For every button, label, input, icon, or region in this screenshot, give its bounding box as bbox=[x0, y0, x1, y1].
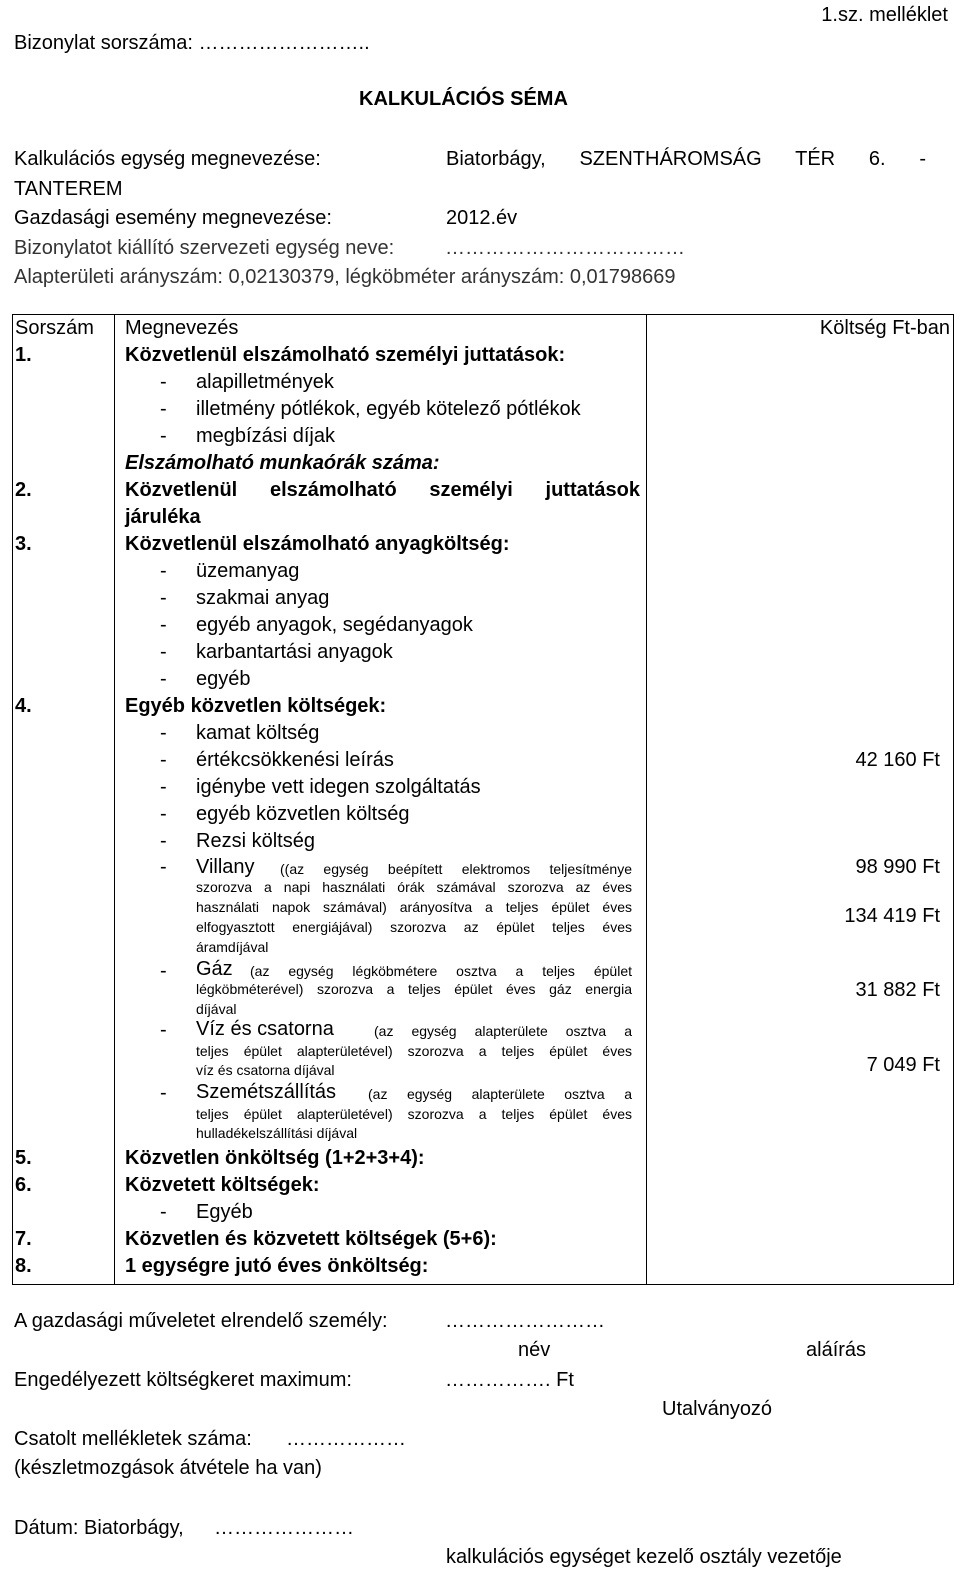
viz-cost: 7 049 Ft bbox=[866, 1054, 940, 1076]
orderer-label: A gazdasági műveletet elrendelő személy: bbox=[14, 1310, 388, 1332]
ratio-text: Alapterületi arányszám: 0,02130379, légköbméter arányszám: 0,01798669 bbox=[14, 266, 676, 288]
list-item: illetmény pótlékok, egyéb kötelező pótlékok bbox=[196, 398, 581, 420]
table-border-top bbox=[12, 314, 954, 315]
villany-cost-1: 98 990 Ft bbox=[855, 856, 940, 878]
event-value: 2012.év bbox=[446, 207, 518, 229]
szemet-line3: hulladékelszállítási díjával bbox=[196, 1125, 358, 1141]
bullet-dash: - bbox=[160, 803, 167, 825]
bullet-dash: - bbox=[160, 1082, 167, 1104]
section-3-title: Közvetlenül elszámolható anyagköltség: bbox=[125, 533, 510, 555]
table-border-left bbox=[12, 314, 13, 1285]
section-4-no: 4. bbox=[15, 695, 32, 717]
gaz-line2: légköbméterével) szorozva a teljes épület éves gáz energia bbox=[196, 981, 632, 997]
list-item: Egyéb bbox=[196, 1201, 253, 1223]
section-1-hours: Elszámolható munkaórák száma: bbox=[125, 452, 440, 474]
bullet-dash: - bbox=[160, 641, 167, 663]
viz-line3: víz és csatorna díjával bbox=[196, 1062, 335, 1078]
issuer-value: ……………………………… bbox=[445, 237, 685, 259]
gaz-head: Gáz bbox=[196, 958, 233, 980]
section-5-no: 5. bbox=[15, 1147, 32, 1169]
page-title: KALKULÁCIÓS SÉMA bbox=[359, 88, 568, 110]
list-item: értékcsökkenési leírás bbox=[196, 749, 394, 771]
date-label: Dátum: Biatorbágy, bbox=[14, 1517, 184, 1539]
unit-label: Kalkulációs egység megnevezése: bbox=[14, 148, 321, 170]
list-item: szakmai anyag bbox=[196, 587, 330, 609]
bullet-dash: - bbox=[160, 1201, 167, 1223]
list-item: üzemanyag bbox=[196, 560, 300, 582]
date-dots: ………………… bbox=[214, 1517, 354, 1539]
list-item: alapilletmények bbox=[196, 371, 334, 393]
attachments-dots: ……………… bbox=[286, 1428, 406, 1450]
name-label: név bbox=[518, 1339, 551, 1361]
bullet-dash: - bbox=[160, 1019, 167, 1041]
doc-number-label: Bizonylat sorszáma: …………………….. bbox=[14, 32, 370, 54]
table-border-right bbox=[953, 314, 954, 1285]
unit-value-line2: TANTEREM bbox=[14, 178, 123, 200]
table-border-bottom bbox=[12, 1284, 954, 1285]
event-label: Gazdasági esemény megnevezése: bbox=[14, 207, 332, 229]
unit-value-line1: Biatorbágy, SZENTHÁROMSÁG TÉR 6. - bbox=[446, 148, 926, 170]
section-4-title: Egyéb közvetlen költségek: bbox=[125, 695, 387, 717]
list-item: kamat költség bbox=[196, 722, 320, 744]
list-item: igénybe vett idegen szolgáltatás bbox=[196, 776, 481, 798]
section-6-title: Közvetett költségek: bbox=[125, 1174, 320, 1196]
signature-label: aláírás bbox=[806, 1339, 867, 1361]
depreciation-cost: 42 160 Ft bbox=[855, 749, 940, 771]
list-item: egyéb anyagok, segédanyagok bbox=[196, 614, 473, 636]
bullet-dash: - bbox=[160, 856, 167, 878]
section-8-title: 1 egységre jutó éves önköltség: bbox=[125, 1255, 429, 1277]
section-7-no: 7. bbox=[15, 1228, 32, 1250]
bullet-dash: - bbox=[160, 722, 167, 744]
villany-line4: elfogyasztott energiájával) szorozva az épület teljes éves bbox=[196, 919, 632, 935]
list-item: egyéb közvetlen költség bbox=[196, 803, 410, 825]
list-item: egyéb bbox=[196, 668, 251, 690]
list-item: megbízási díjak bbox=[196, 425, 335, 447]
szemet-head: Szemétszállítás bbox=[196, 1081, 337, 1103]
bullet-dash: - bbox=[160, 776, 167, 798]
bullet-dash: - bbox=[160, 830, 167, 852]
section-2-title-line1: Közvetlenül elszámolható személyi juttatások bbox=[125, 479, 640, 501]
section-7-title: Közvetlen és közvetett költségek (5+6): bbox=[125, 1228, 497, 1250]
gaz-cost: 31 882 Ft bbox=[855, 979, 940, 1001]
gaz-line1: (az egység légköbmétere osztva a teljes épület bbox=[250, 963, 632, 979]
szemet-line2: teljes épület alapterületével) szorozva a teljes épület éves bbox=[196, 1106, 632, 1122]
attachments-label: Csatolt mellékletek száma: bbox=[14, 1428, 252, 1450]
villany-line2: szorozva a napi használati órák számával szorozva az éves bbox=[196, 879, 632, 895]
villany-line1: ((az egység beépített elektromos teljesítménye bbox=[280, 861, 632, 877]
annex-label: 1.sz. melléklet bbox=[821, 4, 948, 26]
list-item: karbantartási anyagok bbox=[196, 641, 393, 663]
bullet-dash: - bbox=[160, 371, 167, 393]
attachments-note: (készletmozgások átvétele ha van) bbox=[14, 1457, 322, 1479]
head-label: kalkulációs egységet kezelő osztály vezetője bbox=[446, 1546, 842, 1568]
viz-head: Víz és csatorna bbox=[196, 1018, 334, 1040]
budget-label: Engedélyezett költségkeret maximum: bbox=[14, 1369, 352, 1391]
orderer-dots: …………………… bbox=[445, 1310, 605, 1332]
bullet-dash: - bbox=[160, 398, 167, 420]
villany-line3: használati napok számával) arányosítva a teljes épület éves bbox=[196, 899, 632, 915]
section-8-no: 8. bbox=[15, 1255, 32, 1277]
villany-line5: áramdíjával bbox=[196, 939, 269, 955]
section-5-title: Közvetlen önköltség (1+2+3+4): bbox=[125, 1147, 425, 1169]
header-no: Sorszám bbox=[15, 317, 94, 339]
bullet-dash: - bbox=[160, 425, 167, 447]
bullet-dash: - bbox=[160, 960, 167, 982]
header-cost: Költség Ft-ban bbox=[819, 317, 950, 339]
bullet-dash: - bbox=[160, 614, 167, 636]
approver-label: Utalványozó bbox=[662, 1398, 773, 1420]
bullet-dash: - bbox=[160, 749, 167, 771]
budget-value: ……………. Ft bbox=[445, 1369, 574, 1391]
bullet-dash: - bbox=[160, 668, 167, 690]
gaz-line3: díjával bbox=[196, 1001, 237, 1017]
section-1-title: Közvetlenül elszámolható személyi juttatások: bbox=[125, 344, 566, 366]
bullet-dash: - bbox=[160, 560, 167, 582]
cost-table bbox=[12, 314, 954, 1285]
viz-line1: (az egység alapterülete osztva a bbox=[374, 1023, 632, 1039]
table-divider-no bbox=[114, 314, 115, 1285]
section-2-no: 2. bbox=[15, 479, 32, 501]
section-2-title-line2: járuléka bbox=[125, 506, 201, 528]
szemet-line1: (az egység alapterülete osztva a bbox=[368, 1086, 632, 1102]
viz-line2: teljes épület alapterületével) szorozva a teljes épület éves bbox=[196, 1043, 632, 1059]
bullet-dash: - bbox=[160, 587, 167, 609]
list-item: Rezsi költség bbox=[196, 830, 315, 852]
villany-cost-2: 134 419 Ft bbox=[844, 905, 940, 927]
villany-head: Villany bbox=[196, 856, 255, 878]
header-name: Megnevezés bbox=[125, 317, 239, 339]
table-divider-cost bbox=[646, 314, 647, 1285]
issuer-label: Bizonylatot kiállító szervezeti egység neve: bbox=[14, 237, 395, 259]
section-6-no: 6. bbox=[15, 1174, 32, 1196]
section-1-no: 1. bbox=[15, 344, 32, 366]
section-3-no: 3. bbox=[15, 533, 32, 555]
